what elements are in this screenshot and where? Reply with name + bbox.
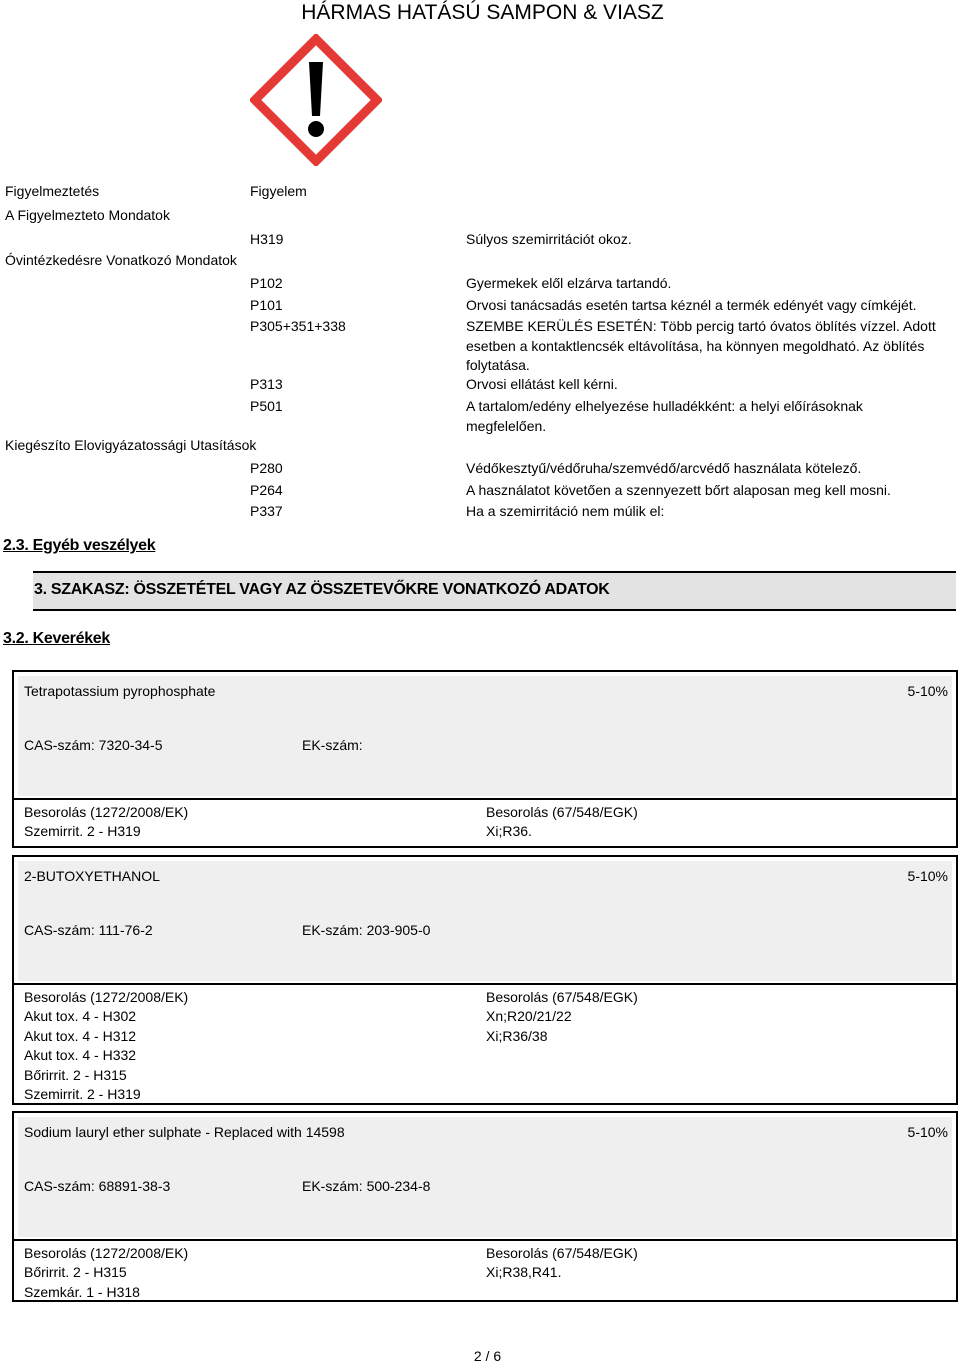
precaution-text: A tartalom/edény elhelyezése hulladékként: a helyi előírásoknak megfelelően. <box>466 398 863 434</box>
substance-card <box>12 670 958 848</box>
hazard-statements-label: A Figyelmezteto Mondatok <box>5 207 170 223</box>
cas-number: CAS-szám: 7320-34-5 <box>24 737 163 753</box>
classification-divider <box>14 983 956 985</box>
dsd-classification-item: Xi;R38,R41. <box>486 1264 562 1280</box>
clp-classification-heading: Besorolás (1272/2008/EK) <box>24 804 189 820</box>
supplementary-statements-label: Kiegészíto Elovigyázatossági Utasítások <box>5 437 257 453</box>
signal-word-value: Figyelem <box>250 183 307 199</box>
clp-classification-item: Akut tox. 4 - H302 <box>24 1008 137 1024</box>
dsd-classification-heading: Besorolás (67/548/EGK) <box>486 1245 638 1261</box>
substance-percent: 5-10% <box>907 1124 948 1140</box>
hazard-text: Súlyos szemirritációt okoz. <box>466 231 632 247</box>
clp-classification-heading: Besorolás (1272/2008/EK) <box>24 989 189 1005</box>
clp-classification-item: Bőrirrit. 2 - H315 <box>24 1264 127 1280</box>
precaution-code: P501 <box>250 398 283 414</box>
substance-percent: 5-10% <box>907 868 948 884</box>
precaution-text: Orvosi tanácsadás esetén tartsa kéznél a termék edényét vagy címkéjét. <box>466 297 917 313</box>
clp-classification-item: Akut tox. 4 - H312 <box>24 1028 137 1044</box>
dsd-classification-item: Xi;R36. <box>486 823 532 839</box>
dsd-classification-heading: Besorolás (67/548/EGK) <box>486 804 638 820</box>
supplementary-code: P280 <box>250 460 283 476</box>
supplementary-text: Ha a szemirritáció nem múlik el: <box>466 503 665 519</box>
precaution-code: P305+351+338 <box>250 318 346 334</box>
substance-name: Tetrapotassium pyrophosphate <box>24 683 216 699</box>
clp-classification-item: Szemkár. 1 - H318 <box>24 1284 140 1300</box>
dsd-classification-item: Xn;R20/21/22 <box>486 1008 572 1024</box>
classification-divider <box>14 798 956 800</box>
clp-classification-heading: Besorolás (1272/2008/EK) <box>24 1245 189 1261</box>
precautionary-statements-label: Óvintézkedésre Vonatkozó Mondatok <box>5 252 237 268</box>
hazard-code: H319 <box>250 231 284 247</box>
precaution-code: P101 <box>250 297 283 313</box>
ek-number: EK-szám: <box>302 737 363 753</box>
ghs-exclamation-mark-icon <box>250 34 382 166</box>
cas-number: CAS-szám: 68891-38-3 <box>24 1178 171 1194</box>
supplementary-text: A használatot követően a szennyezett bőrt alaposan meg kell mosni. <box>466 482 891 498</box>
substance-card <box>12 855 958 1105</box>
clp-classification-item: Akut tox. 4 - H332 <box>24 1047 137 1063</box>
supplementary-text: Védőkesztyű/védőruha/szemvédő/arcvédő használata kötelező. <box>466 460 862 476</box>
page-number: 2 / 6 <box>473 1348 502 1364</box>
ek-number: EK-szám: 500-234-8 <box>302 1178 431 1194</box>
precaution-code: P102 <box>250 275 283 291</box>
dsd-classification-item: Xi;R36/38 <box>486 1028 548 1044</box>
substance-name: 2-BUTOXYETHANOL <box>24 868 160 884</box>
section-2-3-heading: 2.3. Egyéb veszélyek <box>3 537 156 554</box>
section-3-title: 3. SZAKASZ: ÖSSZETÉTEL VAGY AZ ÖSSZETEVŐKRE VONATKOZÓ ADATOK <box>34 581 610 598</box>
substance-name: Sodium lauryl ether sulphate - Replaced with 14598 <box>24 1124 345 1140</box>
supplementary-code: P264 <box>250 482 283 498</box>
ek-number: EK-szám: 203-905-0 <box>302 922 431 938</box>
clp-classification-item: Szemirrit. 2 - H319 <box>24 1086 141 1102</box>
clp-classification-item: Szemirrit. 2 - H319 <box>24 823 141 839</box>
classification-divider <box>14 1239 956 1241</box>
clp-classification-item: Bőrirrit. 2 - H315 <box>24 1067 127 1083</box>
precaution-text: SZEMBE KERÜLÉS ESETÉN: Több percig tartó óvatos öblítés vízzel. Adott esetben a kontaktlencsék eltávolítása, ha könnyen megoldható. Az öblítés folytatása. <box>466 318 936 373</box>
substance-percent: 5-10% <box>907 683 948 699</box>
precaution-text: Gyermekek elől elzárva tartandó. <box>466 275 672 291</box>
cas-number: CAS-szám: 111-76-2 <box>24 922 153 938</box>
precaution-text: Orvosi ellátást kell kérni. <box>466 376 618 392</box>
dsd-classification-heading: Besorolás (67/548/EGK) <box>486 989 638 1005</box>
section-3-2-heading: 3.2. Keverékek <box>3 630 111 647</box>
precaution-code: P313 <box>250 376 283 392</box>
supplementary-code: P337 <box>250 503 283 519</box>
document-title: HÁRMAS HATÁSÚ SAMPON & VIASZ <box>301 1 664 24</box>
signal-word-label: Figyelmeztetés <box>5 183 100 199</box>
substance-card <box>12 1111 958 1302</box>
